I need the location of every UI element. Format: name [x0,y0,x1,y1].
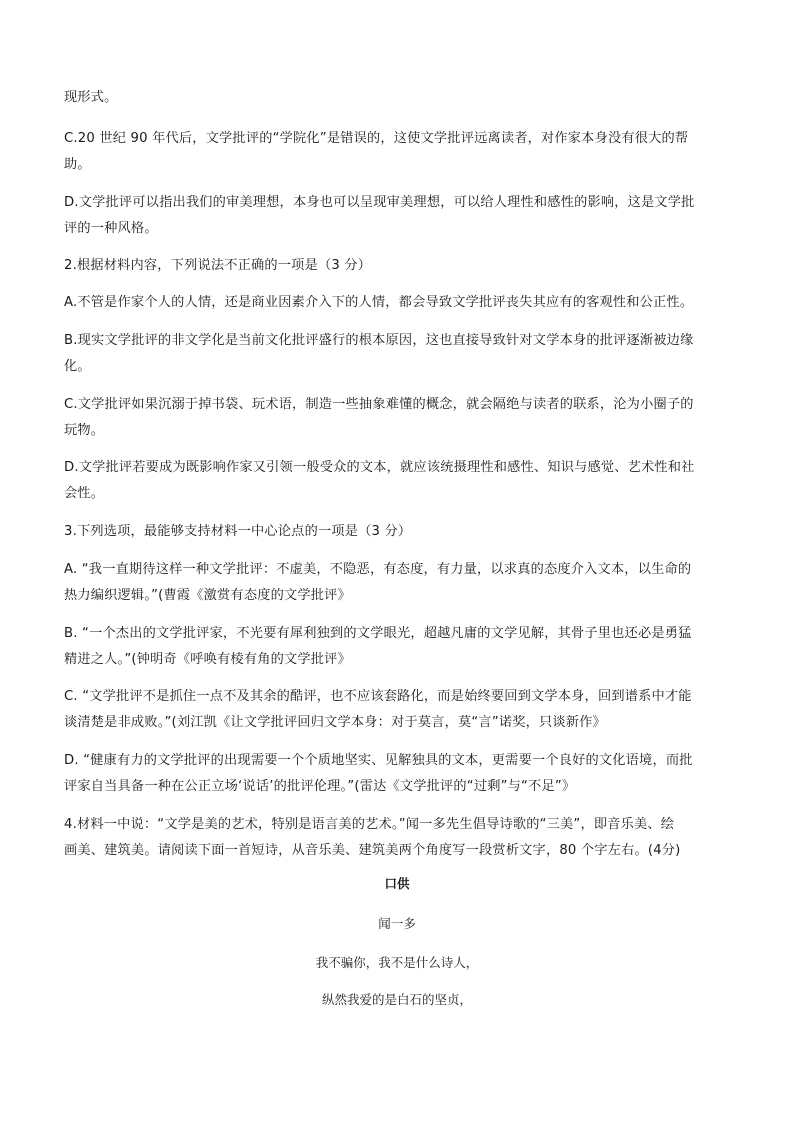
text-line: 现形式。 [64,90,118,105]
text-line: B. “一个杰出的文学批评家，不光要有犀利独到的文学眼光，超越凡庸的文学见解，其骨子里也还必是勇猛 [64,626,692,641]
question-4-stem [64,812,730,864]
poem-author: 闻一多 [378,916,416,931]
poem-line: 纵然我爱的是白石的坚贞， [321,992,472,1007]
text-line: A. “我一直期待这样一种文学批评：不虚美，不隐恶，有态度，有力量，以求真的态度介入文本，以生命的 [64,562,692,577]
text-line: 会性。 [64,486,105,501]
q1-option-d [64,190,730,242]
q2-option-d [64,455,730,507]
text-line: 2.根据材料内容，下列说法不正确的一项是（3 分） [64,258,372,273]
question-2-stem [64,253,730,279]
q2-option-a [64,290,730,316]
text-line: C.文学批评如果沉溺于掉书袋、玩术语，制造一些抽象难懂的概念，就会隔绝与读者的联系，沦为小圈子的 [64,397,694,412]
poem-title: 口供 [384,876,410,891]
text-line: C.20 世纪 90 年代后，文学批评的“学院化”是错误的，这使文学批评远离读者，对作家本身没有很大的帮 [64,131,689,146]
q1-option-c [64,126,730,178]
text-line: 精进之人。”(钟明奇《呼唤有棱有角的文学批评》 [64,652,351,667]
text-line: C. “文学批评不是抓住一点不及其余的酷评，也不应该套路化，而是始终要回到文学本身，回到谱系中才能 [64,689,692,704]
q2-option-b [64,328,730,380]
text-line: 3.下列选项，最能够支持材料一中心论点的一项是（3 分） [64,524,412,539]
q3-option-b [64,621,730,673]
fragment-previous-option [64,85,730,111]
q3-option-c [64,684,730,736]
text-line: 评家自当具备一种在公正立场‘说话’的批评伦理。”(雷达《文学批评的“过剩”与“不足”》 [64,779,576,794]
text-line: A.不管是作家个人的人情，还是商业因素介入下的人情，都会导致文学批评丧失其应有的客观性和公正性。 [64,295,694,310]
poem-line: 我不骗你，我不是什么诗人， [315,955,479,970]
q3-option-a [64,557,730,609]
text-line: 助。 [64,157,91,172]
text-line: 谈清楚是非成败。”(刘江凯《让文学批评回归文学本身：对于莫言，莫“言”诺奖，只谈新作》 [64,715,606,730]
text-line: D.文学批评可以指出我们的审美理想，本身也可以呈现审美理想，可以给人理性和感性的影响，这是文学批 [64,195,695,210]
text-line: B.现实文学批评的非文学化是当前文化批评盛行的根本原因，这也直接导致针对文学本身的批评逐渐被边缘 [64,333,694,348]
text-line: 4.材料一中说：“文学是美的艺术，特别是语言美的艺术。”闻一多先生倡导诗歌的“三美”，即音乐美、绘 [64,817,675,832]
question-3-stem [64,519,730,545]
text-line: 热力编织逻辑。”(曹霞《激赏有态度的文学批评》 [64,588,351,603]
text-line: 玩物。 [64,423,105,438]
text-line: 评的一种风格。 [64,221,158,236]
q2-option-c [64,392,730,444]
text-line: D. “健康有力的文学批评的出现需要一个个质地坚实、见解独具的文本，更需要一个良好的文化语境，而批 [64,753,693,768]
text-line: 画美、建筑美。请阅读下面一首短诗，从音乐美、建筑美两个角度写一段赏析文字，80 个字左右。(4分) [64,843,681,858]
text-line: 化。 [64,359,91,374]
text-line: D.文学批评若要成为既影响作家又引领一般受众的文本，就应该统摄理性和感性、知识与感觉、艺术性和社 [64,460,695,475]
q3-option-d [64,748,730,800]
